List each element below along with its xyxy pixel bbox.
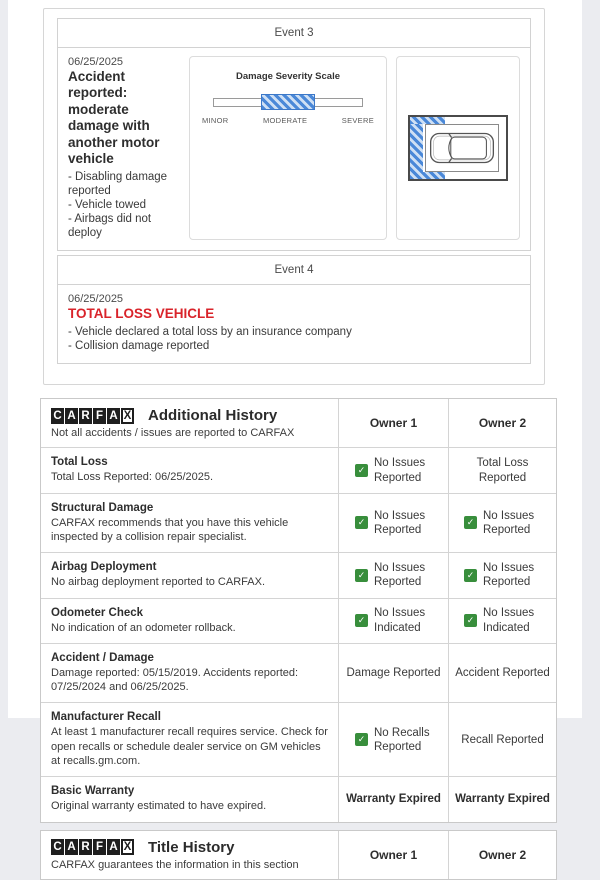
row-description: Original warranty estimated to have expired. [51, 800, 267, 813]
total-loss-owner2-value: Total Loss Reported [448, 447, 556, 492]
title-history-table [40, 830, 557, 880]
event-3-date: 06/25/2025 [68, 56, 124, 68]
event-3-header [57, 18, 531, 48]
row-label: Odometer Check [51, 606, 144, 619]
event-3-text [68, 56, 180, 240]
logo-letter-tile: X [121, 839, 134, 855]
row-total-loss [41, 447, 338, 492]
check-icon: ✓ [355, 614, 368, 627]
row-description: Damage reported: 05/15/2019. Accidents reported: 07/25/2024 and 06/25/2025. [51, 666, 299, 694]
row-label: Airbag Deployment [51, 561, 157, 574]
additional-history-table [40, 398, 557, 822]
row-description: Total Loss Reported: 06/25/2025. [51, 471, 214, 484]
event-3-detail: - Disabling damage reported [68, 170, 168, 197]
logo-letter-tile: X [121, 408, 134, 424]
additional-history-header [41, 399, 338, 447]
event-4-header [57, 255, 531, 285]
row-label: Manufacturer Recall [51, 711, 161, 724]
recall-owner1-value: ✓ No Recalls Reported [338, 702, 448, 776]
warranty-owner1-value: Warranty Expired [338, 776, 448, 821]
event-3-detail: - Vehicle towed [68, 198, 146, 211]
row-structural-damage [41, 493, 338, 553]
event-4-header-label: Event 4 [274, 263, 314, 276]
car-top-view-icon [429, 128, 495, 168]
row-manufacturer-recall [41, 702, 338, 776]
check-icon: ✓ [464, 516, 477, 529]
severity-scale-title: Damage Severity Scale [235, 71, 341, 82]
total-loss-owner1-value: ✓ No Issues Reported [338, 447, 448, 492]
logo-letter-tile: A [65, 839, 78, 855]
warranty-owner2-value: Warranty Expired [448, 776, 556, 821]
owner-2-column-header: Owner 2 [448, 399, 556, 447]
owner-2-column-header: Owner 2 [448, 831, 556, 879]
total-loss-title: TOTAL LOSS VEHICLE [68, 305, 215, 321]
title-history-subtitle: CARFAX guarantees the information in this section [51, 858, 299, 871]
event-3-header-label: Event 3 [274, 27, 314, 39]
event-4-body [57, 285, 531, 365]
front-damage-hatch [410, 117, 445, 124]
severity-label-minor: MINOR [202, 116, 229, 125]
accident-owner2-value: Accident Reported [448, 643, 556, 703]
accident-owner1-value: Damage Reported [338, 643, 448, 703]
severity-scale-bar [213, 94, 363, 110]
owner-1-column-header: Owner 1 [338, 831, 448, 879]
carfax-logo [51, 839, 135, 855]
damage-location-frame [408, 115, 508, 181]
title-history-header [41, 831, 338, 879]
carfax-logo [51, 408, 135, 424]
row-description: CARFAX recommends that you have this vehicle inspected by a collision repair specialist. [51, 516, 289, 543]
check-icon: ✓ [464, 569, 477, 582]
accident-events-card [43, 8, 545, 385]
structural-damage-owner1-value: ✓ No Issues Reported [338, 493, 448, 553]
logo-letter-tile: F [93, 839, 106, 855]
additional-history-title: Additional History [148, 407, 278, 425]
logo-letter-tile: R [79, 839, 92, 855]
severity-label-severe: SEVERE [341, 116, 374, 125]
check-icon: ✓ [464, 614, 477, 627]
severity-label-moderate: MODERATE [262, 116, 308, 125]
event-3-body [57, 48, 531, 251]
row-label: Basic Warranty [51, 785, 135, 798]
row-description: No indication of an odometer rollback. [51, 621, 236, 634]
owner-1-column-header: Owner 1 [338, 399, 448, 447]
front-damage-hatch [410, 172, 445, 179]
damage-severity-scale [189, 56, 387, 240]
damage-location-diagram [396, 56, 520, 240]
severity-segment-severe [315, 98, 363, 107]
odometer-owner1-value: ✓ No Issues Indicated [338, 598, 448, 643]
severity-segment-moderate-selected [261, 94, 315, 110]
additional-history-subtitle: Not all accidents / issues are reported to CARFAX [51, 427, 295, 440]
row-description: At least 1 manufacturer recall requires service. Check for open recalls or schedule dealer service on GM vehicles at recalls.gm.com. [51, 726, 328, 768]
row-description: No airbag deployment reported to CARFAX. [51, 576, 266, 589]
check-icon: ✓ [355, 733, 368, 746]
row-basic-warranty [41, 776, 338, 821]
logo-letter-tile: A [107, 839, 120, 855]
row-accident-damage [41, 643, 338, 703]
severity-segment-minor [213, 98, 261, 107]
event-3-title: Accident reported: moderate damage with another motor vehicle [68, 69, 160, 167]
front-damage-hatch [410, 117, 423, 179]
event-3-detail: - Airbags did not deploy [68, 212, 152, 239]
structural-damage-owner2-value: ✓ No Issues Reported [448, 493, 556, 553]
severity-scale-labels [202, 116, 374, 125]
odometer-owner2-value: ✓ No Issues Indicated [448, 598, 556, 643]
logo-letter-tile: F [93, 408, 106, 424]
event-4-detail: - Vehicle declared a total loss by an insurance company [68, 326, 352, 339]
airbag-owner1-value: ✓ No Issues Reported [338, 552, 448, 597]
logo-letter-tile: R [79, 408, 92, 424]
recall-owner2-value: Recall Reported [448, 702, 556, 776]
logo-letter-tile: A [107, 408, 120, 424]
row-airbag-deployment [41, 552, 338, 597]
check-icon: ✓ [355, 464, 368, 477]
logo-letter-tile: A [65, 408, 78, 424]
row-label: Structural Damage [51, 501, 154, 514]
check-icon: ✓ [355, 569, 368, 582]
row-label: Total Loss [51, 456, 108, 469]
logo-letter-tile: C [51, 839, 64, 855]
report-page [8, 0, 582, 871]
check-icon: ✓ [355, 516, 368, 529]
car-diagram-inner [425, 124, 499, 172]
logo-letter-tile: C [51, 408, 64, 424]
event-4-detail: - Collision damage reported [68, 340, 210, 353]
row-label: Accident / Damage [51, 651, 154, 664]
row-odometer-check [41, 598, 338, 643]
airbag-owner2-value: ✓ No Issues Reported [448, 552, 556, 597]
title-history-title: Title History [148, 838, 235, 856]
event-4-date: 06/25/2025 [68, 292, 124, 305]
